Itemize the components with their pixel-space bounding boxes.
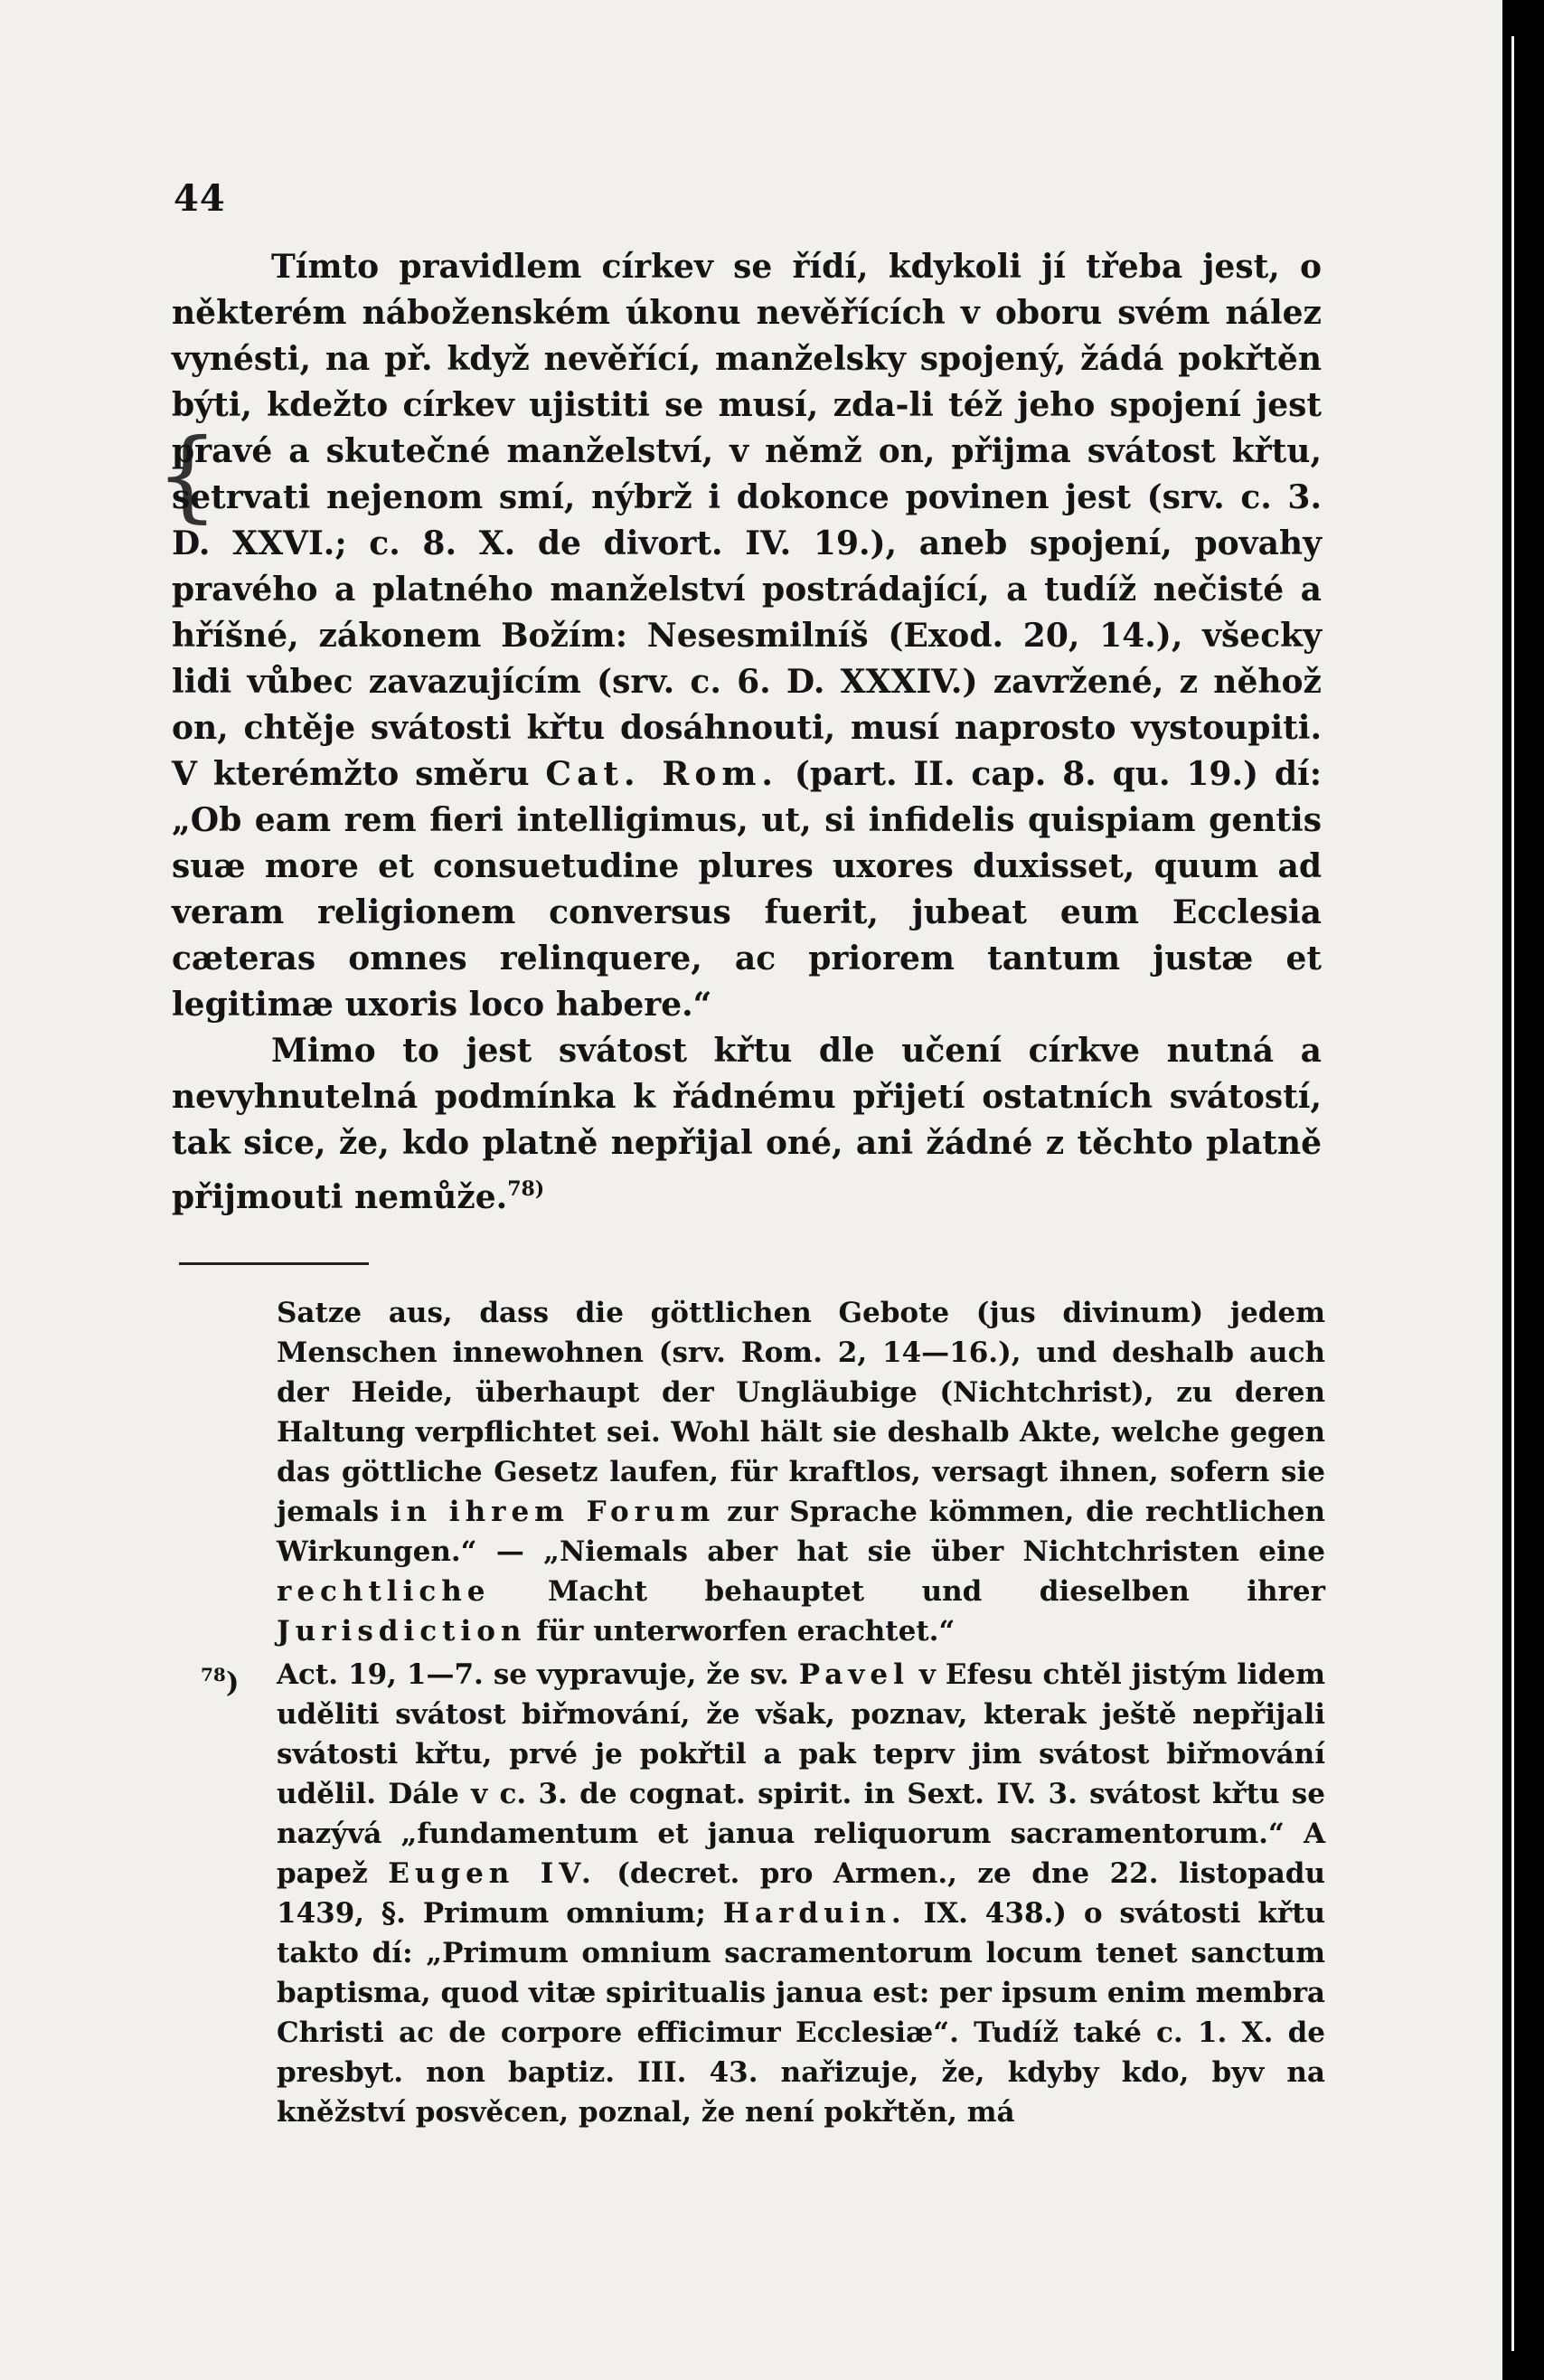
- cat-rom-reference: Cat. Rom.: [545, 755, 778, 793]
- paragraph-1-continuation: (part. II. cap. 8. qu. 19.) dí: „Ob eam rem fieri intelligimus, ut, si infidelis quispiam gentis suæ more et consuetudine plures uxores duxisset, quum ad veram religionem conversus fuerit, jubeat eum Ecclesia cæteras omnes relinquere, ac priorem tantum justæ et legitimæ uxoris loco habere.“: [172, 755, 1322, 1024]
- main-text: [172, 244, 1322, 1221]
- paragraph-1: Tímto pravidlem církev se řídí, kdykoli jí třeba jest, o některém náboženském úkonu nevěřících v oboru svém nález vynésti, na př. když nevěřící, manželsky spojený, žádá pokřtěn býti, kdežto církev ujistiti se musí, zda-li též jeho spojení jest pravé a skutečné manželství, v němž on, přijma svátost křtu, setrvati nejenom smí, nýbrž i dokonce povinen jest (srv. c. 3. D. XXVI.; c. 8. X. de divort. IV. 19.), aneb spojení, povahy pravého a platného manželství postrádající, a tudíž nečisté a hříšné, zákonem Božím: Nesesmilníš (Exod. 20, 14.), všecky lidi vůbec zavazujícím (srv. c. 6. D. XXXIV.) zavržené, z něhož on, chtěje svátosti křtu dosáhnouti, musí naprosto vystoupiti. V kterémžto směru Cat. Rom. (part. II. cap. 8. qu. 19.) dí: „Ob eam rem fieri intelligimus, ut, si infidelis quispiam gentis suæ more et consuetudine plures uxores duxisset, quum ad veram religionem conversus fuerit, jubeat eum Ecclesia cæteras omnes relinquere, ac priorem tantum justæ et legitimæ uxoris loco habere.“: [172, 248, 1322, 1024]
- page-edge-line: [1511, 36, 1514, 2351]
- footnote-separator: [179, 1262, 369, 1265]
- scan-right-border: [1502, 0, 1544, 2380]
- paragraph-2: Mimo to jest svátost křtu dle učení církve nutná a nevyhnutelná podmínka k řádnému přijetí ostatních svátostí, tak sice, že, kdo platně nepřijal oné, ani žádné z těchto platně přijmouti nemůže.$^{78)}$: [172, 1032, 1322, 1216]
- footnote-78-marker: $^{78}$): [201, 1664, 240, 1699]
- page-number: 44: [174, 177, 226, 220]
- footnotes: [201, 1293, 1326, 2132]
- footnote-78: $^{78}$) Act. 19, 1—7. se vypravuje, že sv. Pavel v Efesu chtěl jistým lidem uděliti svátost biřmování, že však, poznav, kterak ještě nepřijali svátosti křtu, prvé je pokřtil a pak teprv jim svátost biřmování udělil. Dále v c. 3. de cognat. spirit. in Sext. IV. 3. svátost křtu se nazývá „fundamentum et janua reliquorum sacramentorum.“ A papež Eugen IV. (decret. pro Armen., ze dne 22. listopadu 1439, §. Primum omnium; Harduin. IX. 438.) o svátosti křtu takto dí: „Primum omnium sacramentorum locum tenet sanctum baptisma, quod vitæ spiritualis janua est: per ipsum enim membra Christi ac de corpore efficimur Ecclesiæ“. Tudíž také c. 1. X. de presbyt. non baptiz. III. 43. nařizuje, že, kdyby kdo, byv na kněžství posvěcen, poznal, že není pokřtěn, má: [277, 1655, 1325, 2132]
- margin-brace: {: [155, 417, 219, 533]
- footnote-continued: Satze aus, dass die göttlichen Gebote (jus divinum) jedem Menschen innewohnen (srv. Rom. 2, 14—16.), und deshalb auch der Heide, überhaupt der Ungläubige (Nichtchrist), zu deren Haltung verpflichtet sei. Wohl hält sie deshalb Akte, welche gegen das göttliche Gesetz laufen, für kraftlos, versagt ihnen, sofern sie jemals in ihrem Forum zur Sprache kömmen, die rechtlichen Wirkungen.“ — „Niemals aber hat sie über Nichtchristen eine rechtliche Macht behauptet und dieselben ihrer Jurisdiction für unterworfen erachtet.“: [277, 1297, 1326, 1648]
- footnote-reference[interactable]: 78): [507, 1177, 545, 1201]
